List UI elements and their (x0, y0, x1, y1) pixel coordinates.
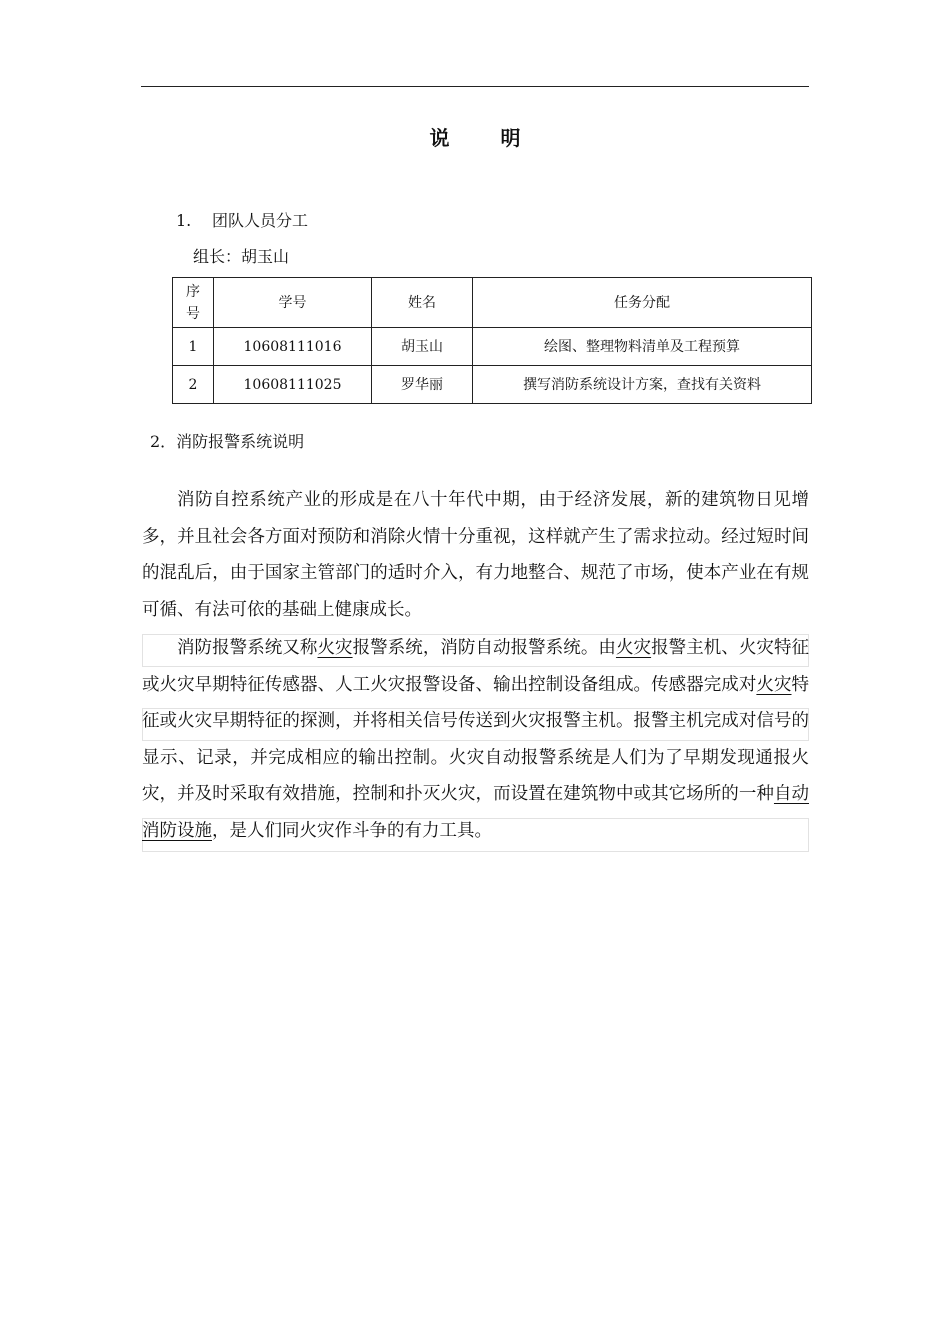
header-student-id: 学号 (214, 278, 372, 328)
team-table (172, 277, 812, 404)
cell-student-id: 10608111016 (214, 328, 372, 366)
page-title: 说 明 (429, 126, 543, 150)
table-row (173, 366, 812, 404)
section-1-heading (176, 208, 308, 231)
link-fire[interactable]: 火灾 (756, 674, 792, 695)
table-header-row (173, 278, 812, 328)
section-2-heading: 2．消防报警系统说明 (150, 432, 305, 451)
cell-name: 胡玉山 (372, 328, 473, 366)
paragraph-industry: 消防自控系统产业的形成是在八十年代中期，由于经济发展，新的建筑物日见增多，并且社会各方面对预防和消除火情十分重视，这样就产生了需求拉动。经过短时间的混乱后，由于国家主管部门的适时介入，有力地整合、规范了市场，使本产业在有规可循、有法可依的基础上健康成长。 (142, 490, 809, 620)
team-leader: 组长：胡玉山 (193, 247, 290, 266)
link-auto-fire-facility[interactable]: 自动消防设施 (142, 784, 810, 841)
link-fire[interactable]: 火灾 (615, 638, 652, 658)
section-1-title: 团队人员分工 (212, 211, 309, 230)
cell-index: 1 (173, 328, 214, 366)
paragraph-text: 消防报警系统又称 (177, 638, 318, 658)
cell-name: 罗华丽 (372, 366, 473, 404)
cell-index: 2 (173, 366, 214, 404)
header-index: 序号 (173, 278, 214, 328)
section-1-number: 1. (176, 211, 192, 230)
paragraph-alarm-system (142, 630, 809, 849)
cell-task: 撰写消防系统设计方案，查找有关资料 (473, 366, 812, 404)
header-name: 姓名 (372, 278, 473, 328)
paragraph-text: 报警主机、火灾特征或火灾早期特征传感器、人工火灾报警设备、输出控制设备组成。传感器完成对 (142, 638, 810, 695)
table-row (173, 328, 812, 366)
paragraph-text: 报警系统，消防自动报警系统。由 (352, 638, 616, 658)
paragraph-text: ，是人们同火灾作斗争的有力工具。 (212, 820, 492, 841)
link-fire[interactable]: 火灾 (317, 638, 353, 658)
cell-student-id: 10608111025 (214, 366, 372, 404)
cell-task: 绘图、整理物料清单及工程预算 (473, 328, 812, 366)
paragraph-text: 特征或火灾早期特征的探测，并将相关信号传送到火灾报警主机。报警主机完成对信号的显示、记录，并完成相应的输出控制。火灾自动报警系统是人们为了早期发现通报火灾，并及时采取有效措施，控制和扑灭火灾，而设置在建筑物中或其它场所的一种 (142, 674, 809, 804)
header-task: 任务分配 (473, 278, 812, 328)
header-rule (141, 86, 809, 87)
